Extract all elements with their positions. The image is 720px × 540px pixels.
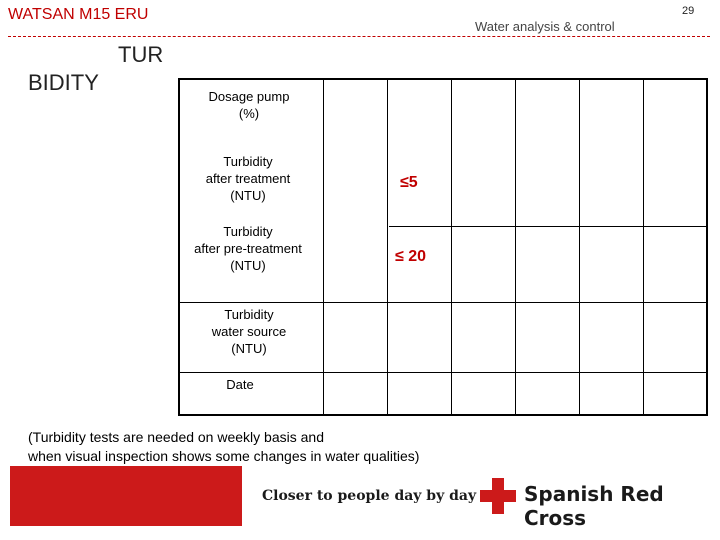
heading-line1: TUR (118, 42, 164, 67)
table-row-divider (180, 302, 706, 303)
table-col-divider (451, 80, 452, 414)
row-label-date: Date (226, 377, 254, 392)
table-col-divider (579, 80, 580, 414)
header-title: WATSAN M15 ERU (8, 6, 149, 23)
row-label-turbidity-after-treatment: Turbidity after treatment (NTU) (205, 154, 291, 203)
table-col-divider (515, 80, 516, 414)
page-number: 29 (682, 5, 695, 17)
footer-slogan: Closer to people day by day (262, 488, 477, 504)
weekly-test-note: (Turbidity tests are needed on weekly basis and when visual inspection shows some changes in water qualities) (28, 429, 420, 464)
red-cross-icon (480, 478, 516, 514)
table-row-divider (180, 372, 706, 373)
table-col-divider (387, 80, 388, 414)
header-subtitle: Water analysis & control (475, 19, 615, 34)
table-col-divider (323, 80, 324, 414)
header-divider (8, 36, 710, 37)
footer-red-block (10, 466, 242, 526)
row-label-turbidity-after-pretreatment: Turbidity after pre-treatment (NTU) (194, 224, 302, 273)
table-col-divider (643, 80, 644, 414)
footer-banner (10, 466, 710, 530)
row-label-dosage-pump: Dosage pump (%) (208, 89, 290, 121)
heading-line2: BIDITY (28, 70, 99, 95)
row-label-turbidity-water-source: Turbidity water source (NTU) (211, 307, 287, 356)
turbidity-after-pretreatment-limit: ≤ 20 (395, 248, 427, 265)
footer-brand: Spanish Red Cross (524, 482, 664, 530)
table-row-divider (389, 226, 706, 227)
turbidity-after-treatment-limit: ≤5 (400, 174, 418, 191)
